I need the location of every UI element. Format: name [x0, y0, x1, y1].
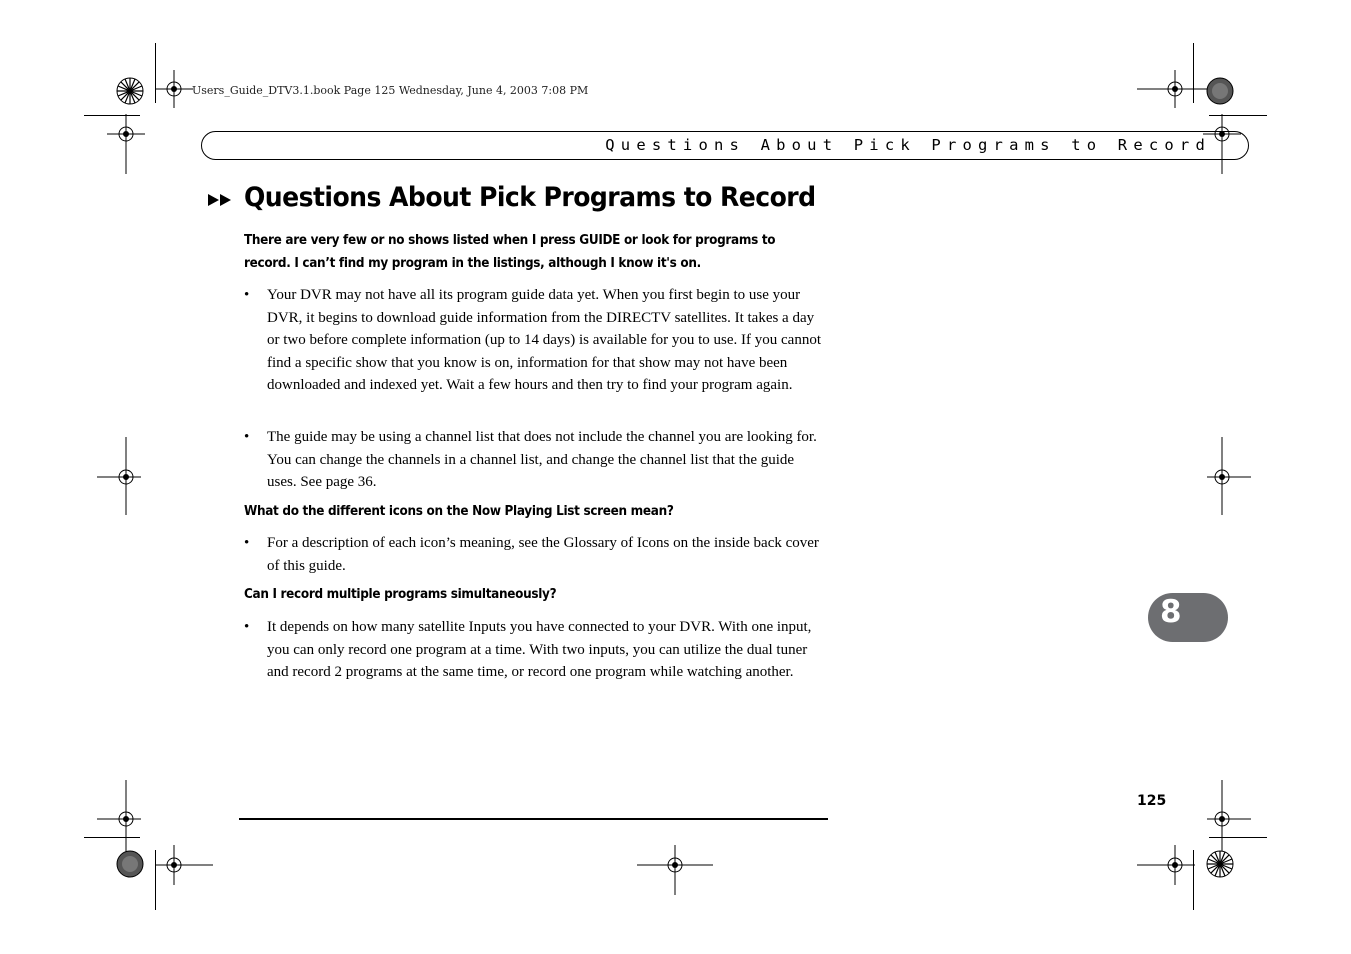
list-item — [244, 426, 824, 494]
registration-mark-icon — [1137, 845, 1195, 885]
running-header: Questions About Pick Programs to Record — [605, 136, 1211, 154]
gray-target-icon — [116, 850, 144, 878]
registration-mark-icon — [97, 780, 157, 858]
list-item — [244, 284, 824, 397]
footer-rule — [239, 818, 828, 820]
registration-mark-icon — [637, 845, 713, 895]
gray-target-icon — [1206, 77, 1234, 105]
registration-mark-icon — [1193, 437, 1253, 515]
list-item-text: For a description of each icon’s meaning, see the Glossary of Icons on the inside back cover of this guide. — [267, 535, 819, 574]
starburst-target-icon — [1206, 850, 1234, 878]
starburst-target-icon — [116, 77, 144, 105]
question-heading: There are very few or no shows listed when I press GUIDE or look for programs to record. I can’t find my program in the listings, although I know it's on. — [244, 233, 776, 271]
list-item — [244, 532, 824, 577]
chapter-number: 8 — [1160, 594, 1182, 630]
list-item-text: The guide may be using a channel list that does not include the channel you are looking for. You can change the channels in a channel list, and change the channel list that the guide uses. See page 36. — [267, 429, 817, 490]
question-heading: What do the different icons on the Now Playing List screen mean? — [244, 504, 674, 519]
double-arrow-icon — [208, 193, 234, 207]
page-number: 125 — [1137, 793, 1167, 809]
registration-mark-icon — [107, 114, 147, 174]
registration-mark-icon — [155, 845, 213, 885]
bullet-icon: • — [244, 287, 250, 303]
list-item-text: It depends on how many satellite Inputs you have connected to your DVR. With one input, you can only record one program at a time. With two inputs, you can utilize the dual tuner and record 2 programs at the same time, or record one program while watching another. — [267, 619, 812, 680]
list-item-text: Your DVR may not have all its program guide data yet. When you first begin to use your DVR, it begins to download guide information from the DIRECTV satellites. It takes a day or two before complete information (up to 14 days) is available for you to use. If you cannot find a specific show that you know is on, information for that show may not have been downloaded and indexed yet. Wait a few hours and then try to find your program again. — [267, 287, 822, 393]
bullet-icon: • — [244, 429, 250, 445]
registration-mark-icon — [1193, 780, 1253, 858]
bullet-icon: • — [244, 535, 250, 551]
bullet-icon: • — [244, 619, 250, 635]
print-slug-line: Users_Guide_DTV3.1.book Page 125 Wednesday, June 4, 2003 7:08 PM — [192, 84, 589, 97]
question-heading: Can I record multiple programs simultaneously? — [244, 587, 557, 602]
registration-mark-icon — [1137, 70, 1213, 108]
page-title: Questions About Pick Programs to Record — [244, 182, 816, 213]
registration-mark-icon — [97, 437, 157, 515]
registration-mark-icon — [155, 70, 193, 108]
list-item — [244, 616, 824, 684]
